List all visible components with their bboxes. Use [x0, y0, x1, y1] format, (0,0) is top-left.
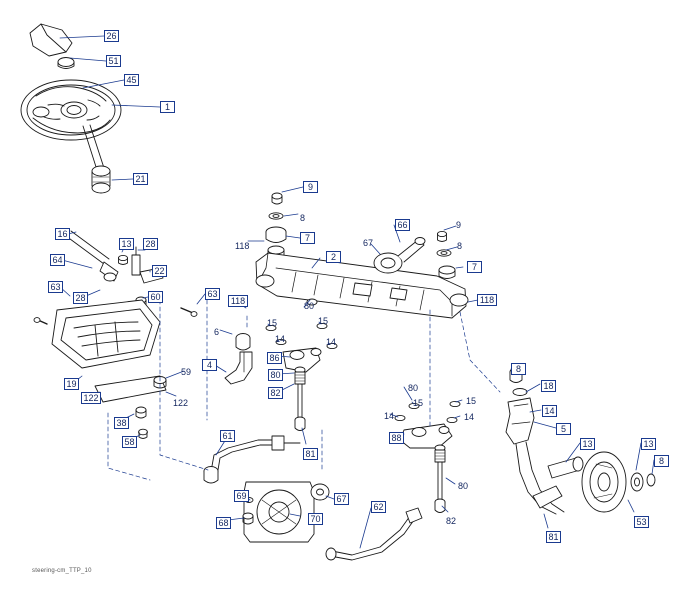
- callout-51[interactable]: 51: [106, 55, 121, 67]
- callout-122[interactable]: 122: [81, 392, 101, 404]
- callout-62[interactable]: 62: [371, 501, 386, 513]
- callout-plain-118: 118: [235, 241, 250, 251]
- callout-28[interactable]: 28: [73, 292, 88, 304]
- callout-plain-122: 122: [173, 398, 189, 408]
- callout-67[interactable]: 67: [334, 493, 349, 505]
- callout-118[interactable]: 118: [228, 295, 248, 307]
- callout-61[interactable]: 61: [220, 430, 235, 442]
- callout-plain-80: 80: [458, 481, 469, 491]
- callout-64[interactable]: 64: [50, 254, 65, 266]
- callout-plain-14: 14: [464, 412, 475, 422]
- callout-13[interactable]: 13: [641, 438, 656, 450]
- callout-plain-6: 6: [214, 327, 220, 337]
- callout-63[interactable]: 63: [205, 288, 220, 300]
- callout-80[interactable]: 80: [268, 369, 283, 381]
- callout-plain-14: 14: [326, 337, 337, 347]
- callout-plain-15: 15: [466, 396, 477, 406]
- callout-9[interactable]: 9: [303, 181, 318, 193]
- callout-7[interactable]: 7: [300, 232, 315, 244]
- callout-60[interactable]: 60: [148, 291, 163, 303]
- callout-16[interactable]: 16: [55, 228, 70, 240]
- callout-plain-15: 15: [318, 316, 329, 326]
- callout-82[interactable]: 82: [268, 387, 283, 399]
- callout-plain-8: 8: [457, 241, 463, 251]
- callout-1[interactable]: 1: [160, 101, 175, 113]
- callout-58[interactable]: 58: [122, 436, 137, 448]
- callout-66[interactable]: 66: [395, 219, 410, 231]
- callout-63[interactable]: 63: [48, 281, 63, 293]
- callout-53[interactable]: 53: [634, 516, 649, 528]
- callout-7[interactable]: 7: [467, 261, 482, 273]
- callout-13[interactable]: 13: [119, 238, 134, 250]
- callout-22[interactable]: 22: [152, 265, 167, 277]
- callout-28[interactable]: 28: [143, 238, 158, 250]
- callout-2[interactable]: 2: [326, 251, 341, 263]
- callout-88[interactable]: 88: [389, 432, 404, 444]
- callout-14[interactable]: 14: [542, 405, 557, 417]
- callout-8[interactable]: 8: [511, 363, 526, 375]
- callout-plain-15: 15: [267, 318, 278, 328]
- callout-81[interactable]: 81: [546, 531, 561, 543]
- callout-18[interactable]: 18: [541, 380, 556, 392]
- callout-plain-82: 82: [446, 516, 457, 526]
- callout-45[interactable]: 45: [124, 74, 139, 86]
- callout-13[interactable]: 13: [580, 438, 595, 450]
- callout-21[interactable]: 21: [133, 173, 148, 185]
- callout-plain-8: 8: [300, 213, 306, 223]
- callout-plain-80: 80: [408, 383, 419, 393]
- callout-4[interactable]: 4: [202, 359, 217, 371]
- callout-81[interactable]: 81: [303, 448, 318, 460]
- callout-19[interactable]: 19: [64, 378, 79, 390]
- callout-plain-15: 15: [413, 398, 424, 408]
- callout-plain-14: 14: [275, 334, 286, 344]
- callout-plain-9: 9: [456, 220, 462, 230]
- callout-69[interactable]: 69: [234, 490, 249, 502]
- callout-26[interactable]: 26: [104, 30, 119, 42]
- callout-plain-14: 14: [384, 411, 395, 421]
- callout-86[interactable]: 86: [267, 352, 282, 364]
- callout-5[interactable]: 5: [556, 423, 571, 435]
- callout-38[interactable]: 38: [114, 417, 129, 429]
- callout-68[interactable]: 68: [216, 517, 231, 529]
- callout-70[interactable]: 70: [308, 513, 323, 525]
- callout-plain-80: 80: [304, 301, 315, 311]
- callout-plain-67: 67: [363, 238, 374, 248]
- callout-plain-59: 59: [181, 367, 192, 377]
- callout-8[interactable]: 8: [654, 455, 669, 467]
- diagram-footer-code: steering-cm_TTP_10: [32, 568, 92, 574]
- callout-118[interactable]: 118: [477, 294, 497, 306]
